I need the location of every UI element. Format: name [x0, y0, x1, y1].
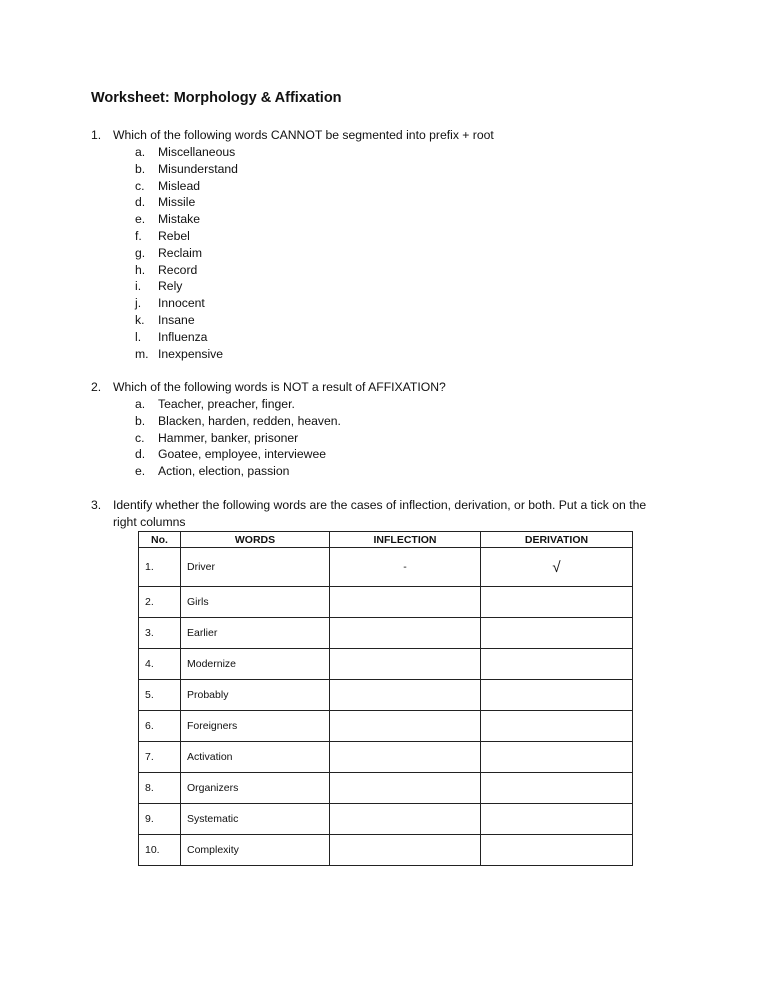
option-letter: f.	[135, 228, 142, 243]
question-1-text: Which of the following words CANNOT be segmented into prefix + root	[113, 128, 494, 142]
option-1a	[91, 144, 671, 161]
option-1b	[91, 161, 671, 178]
row-number: 7.	[139, 742, 181, 773]
option-letter: d.	[135, 195, 146, 210]
option-text: Inexpensive	[158, 346, 224, 361]
row-number: 9.	[139, 804, 181, 835]
derivation-cell[interactable]	[481, 711, 633, 742]
header-derivation: DERIVATION	[481, 532, 633, 548]
option-text: Rely	[158, 279, 183, 294]
table-row	[139, 804, 633, 835]
row-number: 8.	[139, 773, 181, 804]
option-letter: i.	[135, 279, 142, 294]
question-3-number: 3.	[91, 498, 102, 512]
option-letter: b.	[135, 413, 146, 428]
option-text: Misunderstand	[158, 161, 238, 176]
table-row	[139, 711, 633, 742]
question-1-prompt	[91, 127, 671, 144]
derivation-cell[interactable]	[481, 680, 633, 711]
option-1j	[91, 295, 671, 312]
derivation-cell[interactable]	[481, 804, 633, 835]
table-row	[139, 773, 633, 804]
option-1k	[91, 312, 671, 329]
option-letter: b.	[135, 161, 146, 176]
question-1-number: 1.	[91, 128, 102, 142]
option-letter: d.	[135, 447, 146, 462]
option-2d	[91, 446, 671, 463]
row-word: Systematic	[181, 804, 330, 835]
option-letter: c.	[135, 178, 145, 193]
row-number: 4.	[139, 649, 181, 680]
option-letter: c.	[135, 430, 145, 445]
header-words: WORDS	[181, 532, 330, 548]
table-row	[139, 680, 633, 711]
row-number: 10.	[139, 835, 181, 866]
row-number: 5.	[139, 680, 181, 711]
table-row	[139, 548, 633, 587]
option-text: Mislead	[158, 178, 200, 193]
question-2-text: Which of the following words is NOT a result of AFFIXATION?	[113, 380, 446, 394]
option-text: Innocent	[158, 296, 205, 311]
option-text: Action, election, passion	[158, 464, 290, 479]
inflection-cell[interactable]	[330, 649, 481, 680]
inflection-cell[interactable]	[330, 804, 481, 835]
option-2a	[91, 396, 671, 413]
option-1g	[91, 245, 671, 262]
row-word: Earlier	[181, 618, 330, 649]
option-letter: l.	[135, 329, 142, 344]
row-word: Organizers	[181, 773, 330, 804]
question-3-text: Identify whether the following words are the cases of inflection, derivation, or both. Put a tick on the right columns	[113, 498, 647, 529]
option-letter: a.	[135, 145, 146, 159]
answer-table	[138, 531, 633, 866]
option-1e	[91, 211, 671, 228]
table-header-row	[139, 532, 633, 548]
row-word: Activation	[181, 742, 330, 773]
inflection-cell[interactable]	[330, 711, 481, 742]
question-1	[91, 127, 671, 362]
option-text: Blacken, harden, redden, heaven.	[158, 413, 341, 428]
inflection-cell[interactable]	[330, 773, 481, 804]
row-number: 2.	[139, 587, 181, 618]
derivation-cell[interactable]	[481, 587, 633, 618]
option-text: Mistake	[158, 212, 200, 227]
row-number: 6.	[139, 711, 181, 742]
derivation-cell[interactable]	[481, 618, 633, 649]
option-text: Goatee, employee, interviewee	[158, 447, 327, 462]
row-word: Probably	[181, 680, 330, 711]
table-row	[139, 742, 633, 773]
page-title: Worksheet: Morphology & Affixation	[91, 90, 342, 106]
table-row	[139, 618, 633, 649]
derivation-cell[interactable]	[481, 835, 633, 866]
header-no: No.	[139, 532, 181, 548]
question-2	[91, 379, 671, 480]
option-letter: h.	[135, 262, 146, 277]
row-number: 3.	[139, 618, 181, 649]
option-letter: e.	[135, 212, 146, 227]
option-letter: k.	[135, 312, 145, 327]
option-text: Reclaim	[158, 245, 203, 260]
row-word: Foreigners	[181, 711, 330, 742]
option-1h	[91, 262, 671, 279]
option-1i	[91, 278, 671, 295]
inflection-cell[interactable]: -	[330, 548, 481, 587]
derivation-cell[interactable]	[481, 742, 633, 773]
question-3	[91, 497, 671, 531]
table-row	[139, 587, 633, 618]
option-text: Teacher, preacher, finger.	[158, 397, 295, 411]
option-1f	[91, 228, 671, 245]
inflection-cell[interactable]	[330, 618, 481, 649]
option-letter: j.	[135, 296, 142, 311]
row-word: Modernize	[181, 649, 330, 680]
table-row	[139, 649, 633, 680]
inflection-cell[interactable]	[330, 742, 481, 773]
inflection-cell[interactable]	[330, 680, 481, 711]
option-letter: a.	[135, 397, 146, 411]
option-text: Hammer, banker, prisoner	[158, 430, 299, 445]
derivation-cell[interactable]	[481, 649, 633, 680]
question-2-options	[91, 396, 671, 480]
option-text: Rebel	[158, 228, 190, 243]
option-1d	[91, 194, 671, 211]
option-2e	[91, 463, 671, 480]
option-1c	[91, 178, 671, 195]
inflection-cell[interactable]	[330, 587, 481, 618]
row-number: 1.	[139, 548, 181, 587]
option-1m	[91, 346, 671, 363]
table-row	[139, 835, 633, 866]
option-letter: g.	[135, 245, 146, 260]
option-2b	[91, 413, 671, 430]
derivation-cell[interactable]: √	[481, 548, 633, 587]
option-text: Influenza	[158, 329, 208, 344]
option-2c	[91, 430, 671, 447]
option-letter: e.	[135, 464, 146, 479]
question-1-options	[91, 144, 671, 362]
inflection-cell[interactable]	[330, 835, 481, 866]
row-word: Complexity	[181, 835, 330, 866]
option-text: Insane	[158, 312, 195, 327]
header-inflection: INFLECTION	[330, 532, 481, 548]
question-2-number: 2.	[91, 380, 102, 394]
option-1l	[91, 329, 671, 346]
option-letter: m.	[135, 346, 149, 361]
option-text: Record	[158, 262, 198, 277]
option-text: Missile	[158, 195, 196, 210]
derivation-cell[interactable]	[481, 773, 633, 804]
row-word: Driver	[181, 548, 330, 587]
option-text: Miscellaneous	[158, 145, 236, 159]
row-word: Girls	[181, 587, 330, 618]
question-3-prompt	[91, 497, 671, 531]
question-2-prompt	[91, 379, 671, 396]
